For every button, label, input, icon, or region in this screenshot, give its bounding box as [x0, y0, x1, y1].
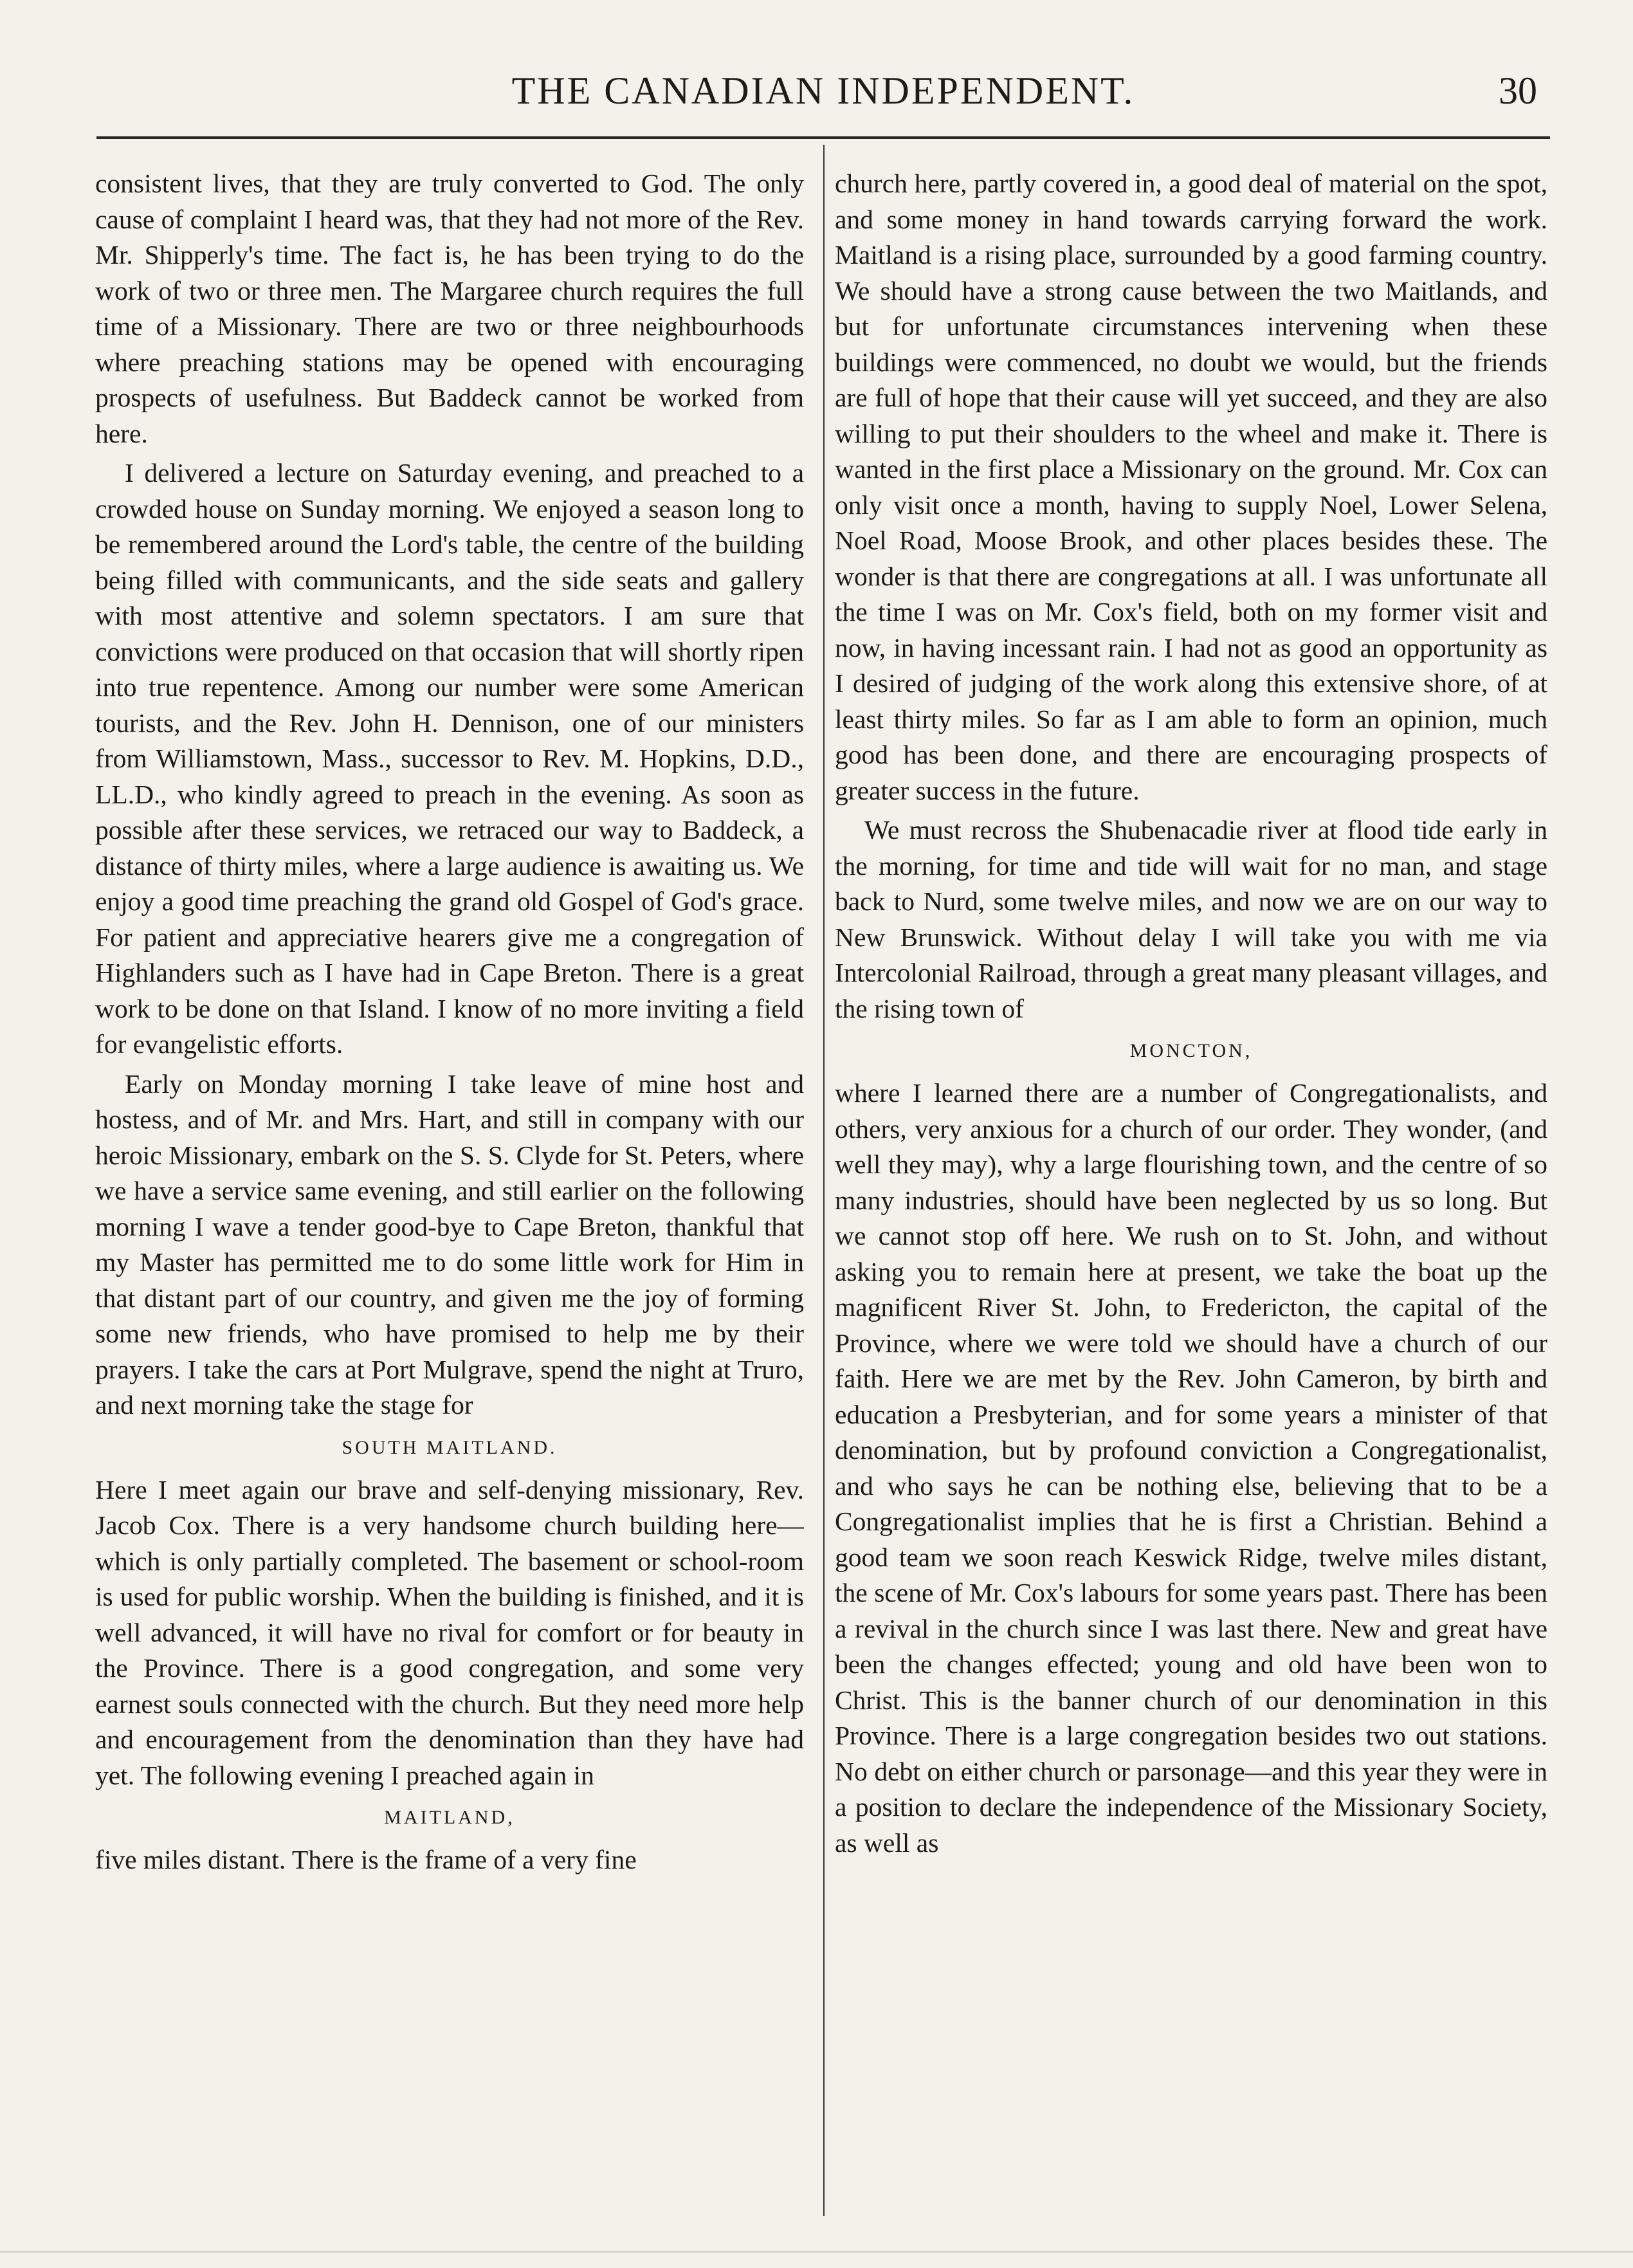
right-paragraph-1: church here, partly covered in, a good deal of material on the spot, and some money in hand towards carrying forward the work. Maitland is a rising place, surrounded by a good farming country. We should have a strong cause between the two Maitlands, and but for unfortunate circumstances intervening when these buildings were commenced, no doubt we would, but the friends are full of hope that their cause will yet succeed, and they are also willing to put their shoulders to the wheel and make it. There is wanted in the first place a Missionary on the ground. Mr. Cox can only visit once a month, having to supply Noel, Lower Selena, Noel Road, Moose Brook, and other places besides these. The wonder is that there are congregations at all. I was unfortunate all the time I was on Mr. Cox's field, both on my former visit and now, in having incessant rain. I had not as good an opportunity as I desired of judging of the work along this extensive shore, of at least thirty miles. So far as I am able to form an opinion, much good has been done, and there are encouraging prospects of greater success in the future.	[835, 169, 1547, 805]
left-paragraph-1: consistent lives, that they are truly converted to God. The only cause of complaint I heard was, that they had not more of the Rev. Mr. Shipperly's time. The fact is, he has been trying to do the work of two or three men. The Margaree church requires the full time of a Missionary. There are two or three neighbourhoods where preaching stations may be opened with encouraging prospects of usefulness. But Baddeck cannot be worked from here.	[95, 169, 804, 448]
right-column	[835, 166, 1547, 2224]
header-rule	[96, 136, 1550, 139]
left-paragraph-2: I delivered a lecture on Saturday evening, and preached to a crowded house on Sunday morning. We enjoyed a season long to be remembered around the Lord's table, the centre of the building being filled with communicants, and the side seats and gallery with most attentive and solemn spectators. I am sure that convictions were produced on that occasion that will shortly ripen into true repentence. Among our number were some American tourists, and the Rev. John H. Dennison, one of our ministers from Williamstown, Mass., successor to Rev. M. Hopkins, D.D., LL.D., who kindly agreed to preach in the evening. As soon as possible after these services, we retraced our way to Baddeck, a distance of thirty miles, where a large audience is awaiting us. We enjoy a good time preaching the grand old Gospel of God's grace. For patient and appreciative hearers give me a congregation of Highlanders such as I have had in Cape Breton. There is a great work to be done on that Island. I know of no more inviting a field for evangelistic efforts.	[95, 458, 804, 1059]
column-divider	[823, 145, 825, 2216]
section-heading-maitland: MAITLAND,	[384, 1807, 515, 1828]
section-heading-south-maitland: SOUTH MAITLAND.	[342, 1436, 558, 1458]
left-column	[95, 166, 804, 2224]
right-paragraph-3: where I learned there are a number of Congregationalists, and others, very anxious for a church of our order. They wonder, (and well they may), why a large flourishing town, and the centre of so many industries, should have been neglected by us so long. But we cannot stop off here. We rush on to St. John, and without asking you to remain here at present, we take the boat up the magnificent River St. John, to Fredericton, the capital of the Province, where we were told we should have a church of our faith. Here we are met by the Rev. John Cameron, by birth and education a Presbyterian, and for some years a minister of that denomination, but by profound conviction a Congregationalist, and who says he can be nothing else, believing that to be a Congregationalist implies that he is first a Christian. Behind a good team we soon reach Keswick Ridge, twelve miles distant, the scene of Mr. Cox's labours for some years past. There has been a revival in the church since I was last there. New and great have been the changes effected; young and old have been won to Christ. This is the banner church of our denomination in this Province. There is a large congregation besides two out stations. No debt on either church or parsonage—and this year they were in a position to declare the independence of the Missionary Society, as well as	[835, 1078, 1547, 1858]
left-paragraph-3: Early on Monday morning I take leave of mine host and hostess, and of Mr. and Mrs. Hart, and still in company with our heroic Missionary, embark on the S. S. Clyde for St. Peters, where we have a service same evening, and still earlier on the following morning I wave a tender good-bye to Cape Breton, thankful that my Master has permitted me to do some little work for Him in that distant part of our country, and given me the joy of forming some new friends, who have promised to help me by their prayers. I take the cars at Port Mulgrave, spend the night at Truro, and next morning take the stage for	[95, 1068, 804, 1420]
publication-title: THE CANADIAN INDEPENDENT.	[511, 69, 1135, 112]
section-heading-moncton: MONCTON,	[1129, 1040, 1253, 1061]
left-paragraph-5: five miles distant. There is the frame of a very fine	[95, 1845, 637, 1874]
bottom-edge	[0, 2251, 1633, 2253]
left-paragraph-4: Here I meet again our brave and self-denying missionary, Rev. Jacob Cox. There is a very handsome church building here—which is only partially completed. The basement or school-room is used for public worship. When the building is finished, and it is well advanced, it will have no rival for comfort or for beauty in the Province. There is a good congregation, and some very earnest souls connected with the church. But they need more help and encouragement from the denomination than they have had yet. The following evening I preached again in	[95, 1474, 804, 1790]
page-header	[96, 62, 1550, 120]
right-paragraph-2: We must recross the Shubenacadie river at flood tide early in the morning, for time and tide will wait for no man, and stage back to Nurd, some twelve miles, and now we are on our way to New Brunswick. Without delay I will take you with me via Intercolonial Railroad, through a great many pleasant villages, and the rising town of	[835, 815, 1547, 1023]
page-number: 30	[1499, 69, 1537, 112]
